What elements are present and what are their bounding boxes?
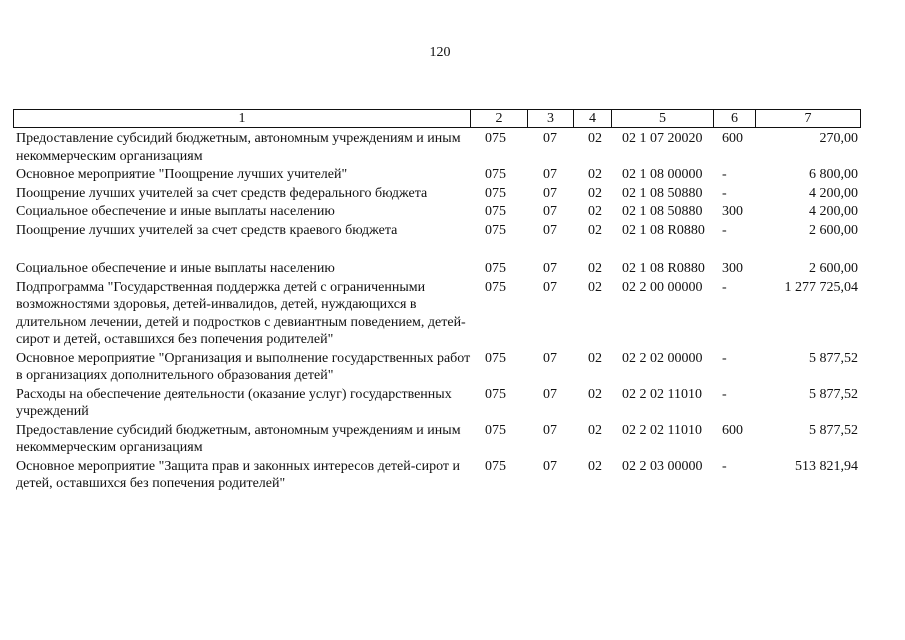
- header-col-6: 6: [714, 110, 756, 128]
- row-sum: 2 600,00: [809, 261, 858, 276]
- row-subsection: 02: [588, 422, 602, 438]
- row-expense-type: -: [722, 279, 727, 295]
- table-row: [16, 279, 866, 349]
- row-admin-code: 075: [485, 386, 506, 402]
- row-target-code: 02 2 02 11010: [622, 422, 702, 438]
- row-sum: 2 600,00: [809, 222, 858, 238]
- header-col-5: 5: [612, 110, 714, 128]
- row-section: 07: [543, 167, 557, 182]
- table-row: [16, 222, 866, 240]
- table-row: [16, 260, 866, 278]
- table-row: [16, 350, 866, 385]
- table-row: [16, 203, 866, 221]
- row-subsection: 02: [588, 350, 602, 366]
- row-section: 07: [543, 222, 557, 238]
- row-admin-code: 075: [485, 167, 506, 182]
- table-row: [16, 166, 866, 184]
- row-target-code: 02 2 02 11010: [622, 386, 702, 402]
- row-name: Основное мероприятие "Организация и выполнение государственных работ в организациях дополнительного образования детей": [16, 350, 471, 383]
- row-section: 07: [543, 350, 557, 366]
- row-sum: 4 200,00: [809, 204, 858, 219]
- row-target-code: 02 1 08 00000: [622, 167, 703, 182]
- row-section: 07: [543, 458, 557, 474]
- row-section: 07: [543, 261, 557, 276]
- header-col-3: 3: [528, 110, 574, 128]
- header-col-2: 2: [471, 110, 528, 128]
- header-col-1: 1: [14, 110, 471, 128]
- row-target-code: 02 2 03 00000: [622, 458, 703, 474]
- row-name: Поощрение лучших учителей за счет средств краевого бюджета: [16, 222, 398, 238]
- row-admin-code: 075: [485, 131, 506, 146]
- row-target-code: 02 1 08 50880: [622, 185, 703, 201]
- row-name: Предоставление субсидий бюджетным, автономным учреждениям и иным некоммерческим организациям: [16, 422, 461, 455]
- row-target-code: 02 1 08 50880: [622, 204, 703, 219]
- row-admin-code: 075: [485, 204, 506, 219]
- row-admin-code: 075: [485, 279, 506, 295]
- row-subsection: 02: [588, 167, 602, 182]
- row-expense-type: -: [722, 222, 727, 238]
- row-sum: 270,00: [819, 131, 858, 146]
- row-admin-code: 075: [485, 222, 506, 238]
- row-admin-code: 075: [485, 185, 506, 201]
- row-expense-type: -: [722, 458, 727, 474]
- row-sum: 4 200,00: [809, 185, 858, 201]
- row-sum: 1 277 725,04: [784, 279, 858, 295]
- table-header: [13, 109, 861, 128]
- header-col-4: 4: [574, 110, 612, 128]
- page-number: 120: [429, 45, 451, 60]
- row-target-code: 02 1 08 R0880: [622, 222, 705, 238]
- row-target-code: 02 1 08 R0880: [622, 261, 705, 276]
- row-name: Социальное обеспечение и иные выплаты населению: [16, 261, 335, 276]
- row-expense-type: 300: [722, 261, 743, 276]
- row-subsection: 02: [588, 131, 602, 146]
- row-subsection: 02: [588, 279, 602, 295]
- row-section: 07: [543, 386, 557, 402]
- row-section: 07: [543, 185, 557, 201]
- row-sum: 5 877,52: [809, 350, 858, 366]
- row-subsection: 02: [588, 185, 602, 201]
- row-subsection: 02: [588, 222, 602, 238]
- row-subsection: 02: [588, 204, 602, 219]
- table-row: [16, 386, 866, 421]
- row-target-code: 02 1 07 20020: [622, 131, 703, 146]
- row-sum: 5 877,52: [809, 386, 858, 402]
- row-name: Социальное обеспечение и иные выплаты населению: [16, 204, 335, 219]
- row-expense-type: -: [722, 386, 727, 402]
- row-expense-type: 600: [722, 422, 743, 438]
- table-row: [16, 422, 866, 457]
- table-body: [16, 130, 866, 494]
- row-section: 07: [543, 131, 557, 146]
- row-subsection: 02: [588, 261, 602, 276]
- row-section: 07: [543, 204, 557, 219]
- row-sum: 513 821,94: [795, 458, 858, 474]
- row-expense-type: 600: [722, 131, 743, 146]
- row-name: Основное мероприятие "Защита прав и законных интересов детей-сирот и детей, оставшихся без попечения родителей": [16, 458, 461, 491]
- row-admin-code: 075: [485, 422, 506, 438]
- row-section: 07: [543, 279, 557, 295]
- row-expense-type: -: [722, 350, 727, 366]
- row-name: Поощрение лучших учителей за счет средств федерального бюджета: [16, 185, 428, 201]
- row-spacer: [16, 240, 866, 260]
- row-subsection: 02: [588, 386, 602, 402]
- table-row: [16, 458, 866, 493]
- row-target-code: 02 2 02 00000: [622, 350, 703, 366]
- row-sum: 6 800,00: [809, 167, 858, 182]
- row-expense-type: -: [722, 167, 727, 182]
- row-name: Расходы на обеспечение деятельности (оказание услуг) государственных учреждений: [16, 386, 452, 419]
- header-row: [14, 110, 861, 128]
- row-section: 07: [543, 422, 557, 438]
- row-admin-code: 075: [485, 350, 506, 366]
- row-target-code: 02 2 00 00000: [622, 279, 703, 295]
- row-sum: 5 877,52: [809, 422, 858, 438]
- row-subsection: 02: [588, 458, 602, 474]
- row-expense-type: -: [722, 185, 727, 201]
- row-name: Подпрограмма "Государственная поддержка детей с ограниченными возможностями здоровья, детей-инвалидов, детей, нуждающихся в длительном лечении, детей и подростков с девиантным поведением, детей-сирот и детей, оставшихся без попечения родителей": [16, 279, 466, 347]
- table-row: [16, 185, 866, 203]
- row-name: Основное мероприятие "Поощрение лучших учителей": [16, 167, 348, 182]
- row-admin-code: 075: [485, 458, 506, 474]
- header-col-7: 7: [756, 110, 861, 128]
- row-expense-type: 300: [722, 204, 743, 219]
- row-admin-code: 075: [485, 261, 506, 276]
- row-name: Предоставление субсидий бюджетным, автономным учреждениям и иным некоммерческим организациям: [16, 131, 461, 164]
- table-row: [16, 130, 866, 165]
